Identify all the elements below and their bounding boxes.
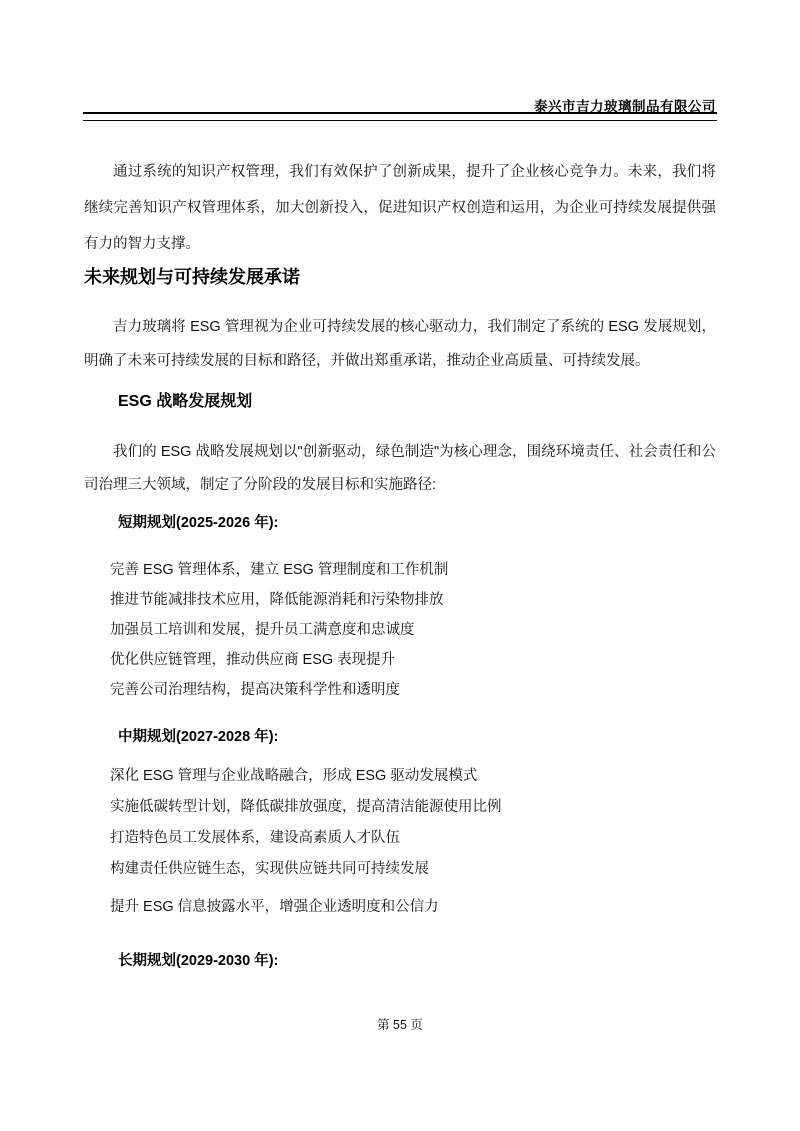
section-intro-paragraph: 吉力玻璃将 ESG 管理视为企业可持续发展的核心驱动力，我们制定了系统的 ESG 发展规划，明确了未来可持续发展的目标和路径，并做出郑重承诺，推动企业高质量、可持续发展。	[84, 319, 716, 369]
mid-term-item: 构建责任供应链生态，实现供应链共同可持续发展	[110, 861, 429, 877]
long-term-plan-title: 长期规划(2029-2030 年):	[118, 953, 279, 969]
document-content	[84, 118, 716, 972]
header-company-name: 泰兴市吉力玻璃制品有限公司	[534, 99, 716, 114]
footer-page-number: 第 55 页	[377, 1018, 423, 1032]
subsection-title-esg-strategy: ESG 战略发展规划	[118, 393, 253, 410]
mid-term-item: 实施低碳转型计划，降低碳排放强度，提高清洁能源使用比例	[110, 799, 502, 815]
mid-term-item: 深化 ESG 管理与企业战略融合，形成 ESG 驱动发展模式	[110, 768, 478, 784]
mid-term-item: 提升 ESG 信息披露水平，增强企业透明度和公信力	[110, 899, 439, 915]
section-title-future-plans: 未来规划与可持续发展承诺	[84, 267, 300, 287]
short-term-item: 加强员工培训和发展，提升员工满意度和忠诚度	[110, 622, 415, 638]
subsection-intro-paragraph: 我们的 ESG 战略发展规划以"创新驱动，绿色制造"为核心理念，围绕环境责任、社会责任和公司治理三大领域，制定了分阶段的发展目标和实施路径:	[84, 444, 716, 493]
short-term-plan-list	[84, 555, 716, 705]
short-term-item: 优化供应链管理，推动供应商 ESG 表现提升	[110, 652, 396, 668]
mid-term-plan-title: 中期规划(2027-2028 年):	[118, 729, 279, 745]
short-term-item: 推进节能减排技术应用，降低能源消耗和污染物排放	[110, 592, 444, 608]
short-term-item: 完善 ESG 管理体系，建立 ESG 管理制度和工作机制	[110, 562, 449, 578]
mid-term-item: 打造特色员工发展体系，建设高素质人才队伍	[110, 830, 400, 846]
short-term-item: 完善公司治理结构，提高决策科学性和透明度	[110, 682, 400, 698]
mid-term-plan-list	[84, 761, 716, 923]
intro-paragraph: 通过系统的知识产权管理，我们有效保护了创新成果，提升了企业核心竞争力。未来，我们将继续完善知识产权管理体系，加大创新投入，促进知识产权创造和运用，为企业可持续发展提供强有力的智力支撑。	[84, 164, 716, 252]
short-term-plan-title: 短期规划(2025-2026 年):	[118, 515, 279, 531]
